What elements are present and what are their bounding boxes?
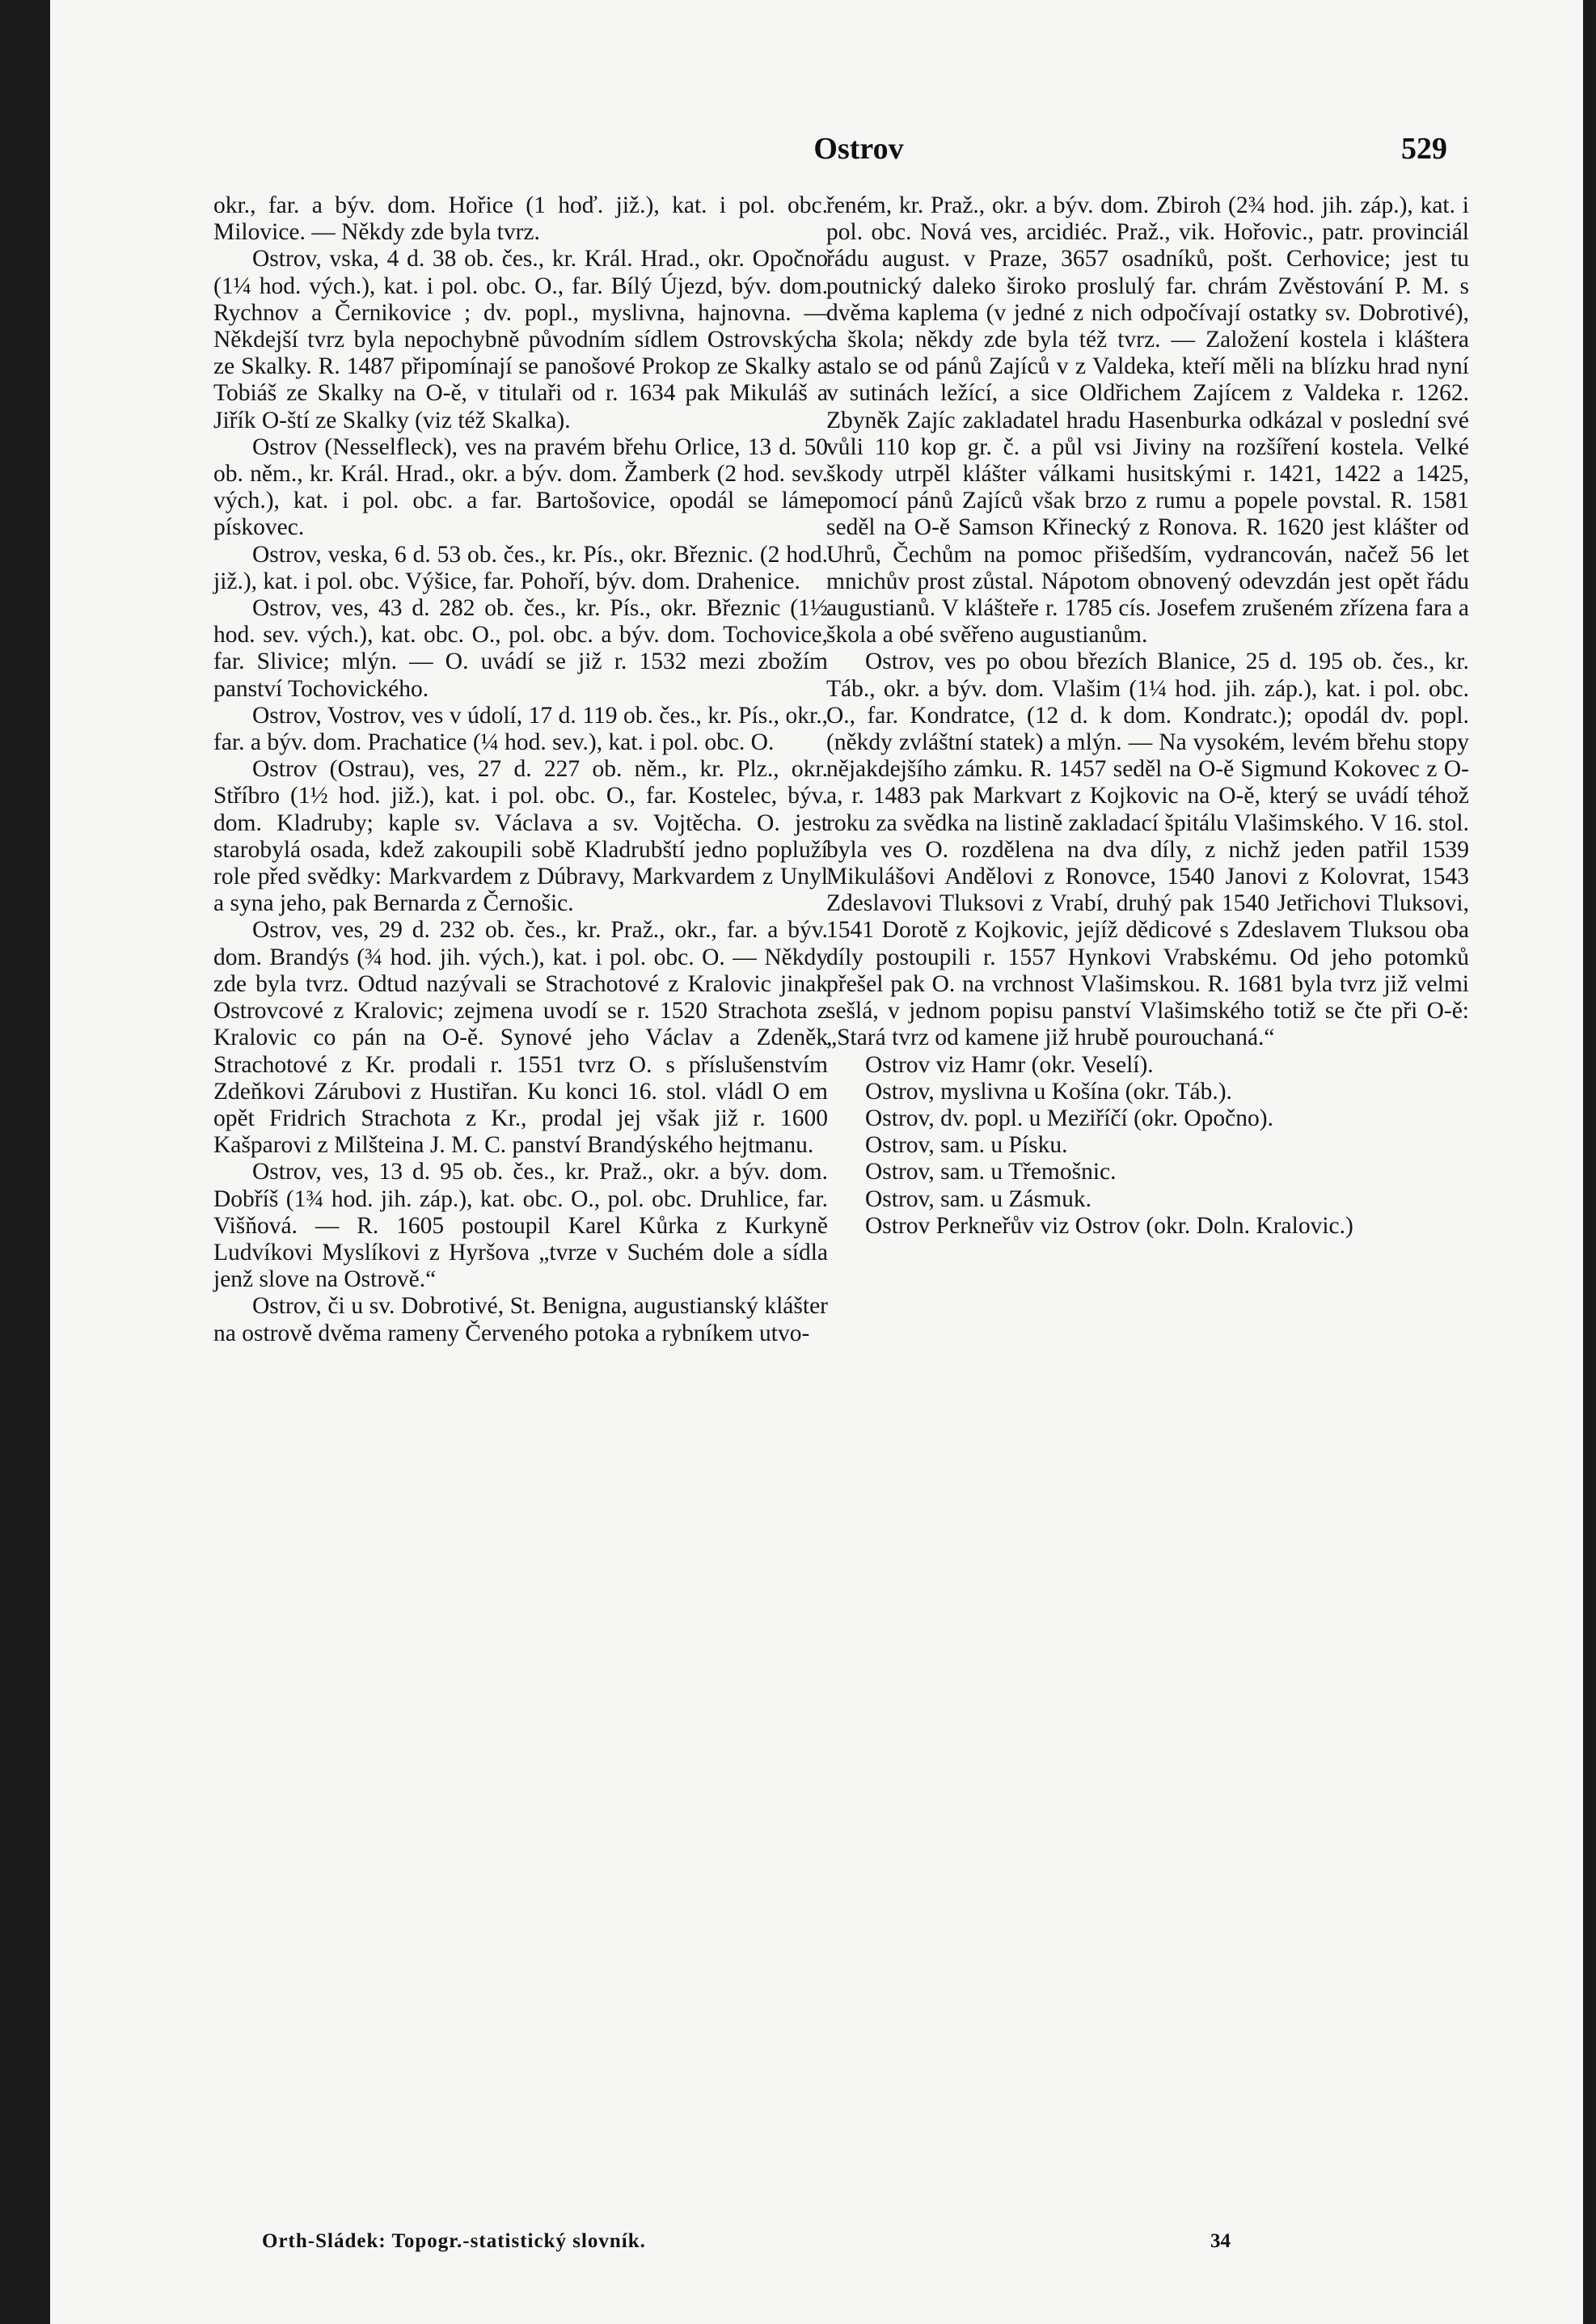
gazetteer-entry: Ostrov, ves, 13 d. 95 ob. čes., kr. Praž., okr. a býv. dom. Dobříš (1¾ hod. jih. záp.), kat. obc. O., pol. obc. Druhlice, far. Višňová. — R. 1605 postoupil Karel Kůrka z Kurkyně Ludvíkovi Myslíkovi z Hyršova „tvrze v Suchém dole a sídla jenž slove na Ostrově.“	[213, 1159, 828, 1293]
gazetteer-entry: Ostrov (Ostrau), ves, 27 d. 227 ob. něm., kr. Plz., okr. Stříbro (1½ hod. již.), kat. i pol. obc. O., far. Kostelec, býv. dom. Kladruby; kaple sv. Václava a sv. Vojtěcha. O. jest starobylá osada, kdež zakoupili sobě Kladrubští jedno popluží role před svědky: Markvardem z Dúbravy, Markvardem z Unyl a syna jeho, pak Bernarda z Černošic.	[213, 756, 828, 917]
gazetteer-entry: Ostrov, či u sv. Dobrotivé, St. Benigna, augustianský klášter na ostrově dvěma rameny Červeného potoka a rybníkem utvo-	[213, 1293, 828, 1346]
left-column	[213, 192, 828, 1347]
gazetteer-entry: okr., far. a býv. dom. Hořice (1 hoď. již.), kat. i pol. obc. Milovice. — Někdy zde byla tvrz.	[213, 192, 828, 246]
gazetteer-entry: Ostrov, Vostrov, ves v údolí, 17 d. 119 ob. čes., kr. Pís., okr., far. a býv. dom. Prachatice (¼ hod. sev.), kat. i pol. obc. O.	[213, 702, 828, 756]
sheet-number: 34	[1210, 2230, 1231, 2252]
gazetteer-entry: Ostrov, veska, 6 d. 53 ob. čes., kr. Pís., okr. Březnic. (2 hod. již.), kat. i pol. obc. Výšice, far. Pohoří, býv. dom. Drahenice.	[213, 541, 828, 594]
gazetteer-entry: Ostrov, ves, 43 d. 282 ob. čes., kr. Pís., okr. Březnic (1½ hod. sev. vých.), kat. obc. O., pol. obc. a býv. dom. Tochovice, far. Slivice; mlýn. — O. uvádí se již r. 1532 mezi zbožím panství Tochovického.	[213, 595, 828, 702]
gazetteer-entry: Ostrov, sam. u Písku.	[865, 1132, 1068, 1159]
gazetteer-entry: Ostrov, sam. u Třemošnic.	[865, 1159, 1117, 1185]
gazetteer-entry: Ostrov, dv. popl. u Meziříčí (okr. Opočno).	[865, 1105, 1273, 1131]
gazetteer-entry: řeném, kr. Praž., okr. a býv. dom. Zbiroh (2¾ hod. jih. záp.), kat. i pol. obc. Nová ves, arcidiéc. Praž., vik. Hořovic., patr. provinciál řádu august. v Praze, 3657 osadníků, pošt. Cerhovice; jest tu poutnický daleko široko proslulý far. chrám Zvěstování P. M. s dvěma kaplema (v jedné z nich odpočívají ostatky sv. Dobrotivé), a škola; někdy zde byla též tvrz. — Založení kostela i kláštera stalo se od pánů Zajíců v z Valdeka, kteří měli na blízku hrad nyní v sutinách ležící, a sice Oldřichem Zajícem z Valdeka r. 1262. Zbyněk Zajíc zakladatel hradu Hasenburka odkázal v poslední své vůli 110 kop gr. č. a půl vsi Jiviny na rozšíření kostela. Velké škody utrpěl klášter válkami husitskými r. 1421, 1422 a 1425, pomocí pánů Zajíců však brzo z rumu a popele povstal. R. 1581 seděl na O-ě Samson Křinecký z Ronova. R. 1620 jest klášter od Uhrů, Čechům na pomoc přišedším, vydrancován, načež 56 let mnichův prost zůstal. Nápotom obnovený odevzdán jest opět řádu augustianů. V klášteře r. 1785 cís. Josefem zrušeném zřízena fara a škola a obé svěřeno augustianům.	[826, 192, 1469, 649]
gazetteer-entry: Ostrov, sam. u Zásmuk.	[865, 1185, 1091, 1212]
gazetteer-entry: Ostrov (Nesselfleck), ves na pravém břehu Orlice, 13 d. 50 ob. něm., kr. Král. Hrad., okr. a býv. dom. Žamberk (2 hod. sev. vých.), kat. i pol. obc. a far. Bartošovice, opodál se láme pískovec.	[213, 433, 828, 541]
book-page	[50, 0, 1583, 2324]
right-column	[826, 192, 1469, 1240]
gazetteer-entry: Ostrov viz Hamr (okr. Veselí).	[865, 1051, 1154, 1078]
gazetteer-entry: Ostrov, myslivna u Košína (okr. Táb.).	[865, 1078, 1232, 1105]
gazetteer-entry: Ostrov, ves, 29 d. 232 ob. čes., kr. Praž., okr., far. a býv. dom. Brandýs (¾ hod. jih. vých.), kat. i pol. obc. O. — Někdy zde byla tvrz. Odtud nazývali se Strachotové z Kralovic jinak Ostrovcové z Kralovic; zejmena uvodí se r. 1520 Strachota z Kralovic co pán na O-ě. Synové jeho Václav a Zdeněk Strachotové z Kr. prodali r. 1551 tvrz O. s příslušenstvím Zdeňkovi Zárubovi z Hustiřan. Ku konci 16. stol. vládl O em opět Fridrich Strachota z Kr., prodal jej však již r. 1600 Kašparovi z Milšteina J. M. C. panství Brandýského hejtmanu.	[213, 917, 828, 1159]
gazetteer-entry: Ostrov Perkneřův viz Ostrov (okr. Doln. Kralovic.)	[865, 1212, 1353, 1239]
gazetteer-entry: Ostrov, vska, 4 d. 38 ob. čes., kr. Král. Hrad., okr. Opočno (1¼ hod. vých.), kat. i pol. obc. O., far. Bílý Újezd, býv. dom. Rychnov a Černikovice ; dv. popl., myslivna, hajnovna. — Někdejší tvrz byla nepochybně původním sídlem Ostrovských ze Skalky. R. 1487 připomínají se panošové Prokop ze Skalky a Tobiáš ze Skalky na O-ě, v titulaři od r. 1634 pak Mikuláš a Jiřík O-ští ze Skalky (viz též Skalka).	[213, 246, 828, 433]
sheet-signature: Orth-Sládek: Topogr.-statistický slovník.	[262, 2230, 646, 2252]
page-header	[50, 131, 1583, 171]
page-number: 529	[1401, 132, 1447, 166]
page-footer	[50, 2230, 1583, 2263]
running-title: Ostrov	[813, 132, 904, 166]
gazetteer-entry: Ostrov, ves po obou březích Blanice, 25 d. 195 ob. čes., kr. Táb., okr. a býv. dom. Vlašim (1¼ hod. jih. záp.), kat. i pol. obc. O., far. Kondratce, (12 d. k dom. Kondratc.); opodál dv. popl. (někdy zvláštní statek) a mlýn. — Na vysokém, levém břehu stopy nějakdejšího zámku. R. 1457 seděl na O-ě Sigmund Kokovec z O-a, r. 1483 pak Markvart z Kojkovic na O-ě, který se uvádí téhož roku za svědka na listině zakladací špitálu Vlašimského. V 16. stol. byla ves O. rozdělena na dva díly, z nichž jeden patřil 1539 Mikulášovi Andělovi z Ronovce, 1540 Janovi z Kolovrat, 1543 Zdeslavovi Tluksovi z Vrabí, druhý pak 1540 Jetřichovi Tluksovi, 1541 Dorotě z Kojkovic, jejíž dědicové s Zdeslavem Tluksou oba díly postoupili r. 1557 Hynkovi Vrabskému. Od jeho potomků přešel pak O. na vrchnost Vlašimskou. R. 1681 byla tvrz již velmi sešlá, v jednom popisu panství Vlašimského totiž se čte při O-ě: „Stará tvrz od kamene již hrubě pourouchaná.“	[826, 649, 1469, 1051]
